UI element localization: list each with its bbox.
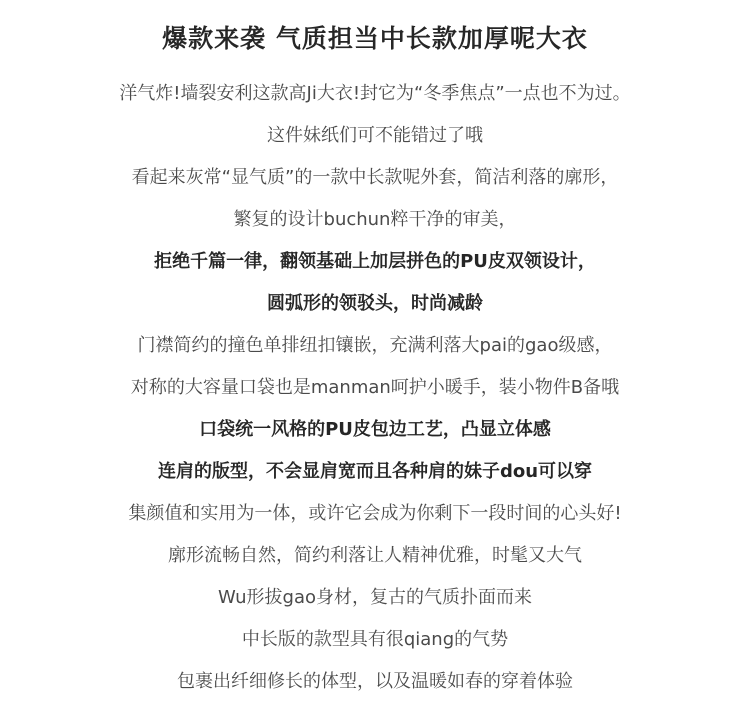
- description-line: 洋气炸!墙裂安利这款高Ji大衣!封它为“冬季焦点”一点也不为过。: [119, 83, 631, 104]
- description-line: 门襟简约的撞色单排纽扣镶嵌，充满利落大pai的gao级感，: [137, 335, 613, 356]
- description-line-emphasis: 口袋统一风格的PU皮包边工艺，凸显立体感: [199, 419, 551, 440]
- description-line: 这件妹纸们可不能错过了哦: [267, 125, 483, 146]
- description-line: 看起来灰常“显气质”的一款中长款呢外套，简洁利落的廓形，: [131, 167, 619, 188]
- description-line: 繁复的设计buchun粹干净的审美，: [233, 209, 517, 230]
- description-line: 中长版的款型具有很qiang的气势: [241, 629, 509, 650]
- page-title: 爆款来袭 气质担当中长款加厚呢大衣: [162, 24, 588, 53]
- description-line-emphasis: 拒绝千篇一律，翻领基础上加层拼色的PU皮双领设计，: [154, 251, 596, 272]
- description-line-emphasis: 连肩的版型，不会显肩宽而且各种肩的妹子dou可以穿: [157, 461, 593, 482]
- description-line-emphasis: 圆弧形的领驳头，时尚减龄: [267, 293, 483, 314]
- description-line: 廓形流畅自然，简约利落让人精神优雅，时髦又大气: [168, 545, 582, 566]
- description-line: Wu形拔gao身材，复古的气质扑面而来: [217, 587, 533, 608]
- description-line: 包裹出纤细修长的体型，以及温暖如春的穿着体验: [177, 671, 573, 692]
- description-line: 集颜值和实用为一体，或许它会成为你剩下一段时间的心头好!: [128, 503, 622, 524]
- description-line: 对称的大容量口袋也是manman呵护小暖手，装小物件B备哦: [130, 377, 620, 398]
